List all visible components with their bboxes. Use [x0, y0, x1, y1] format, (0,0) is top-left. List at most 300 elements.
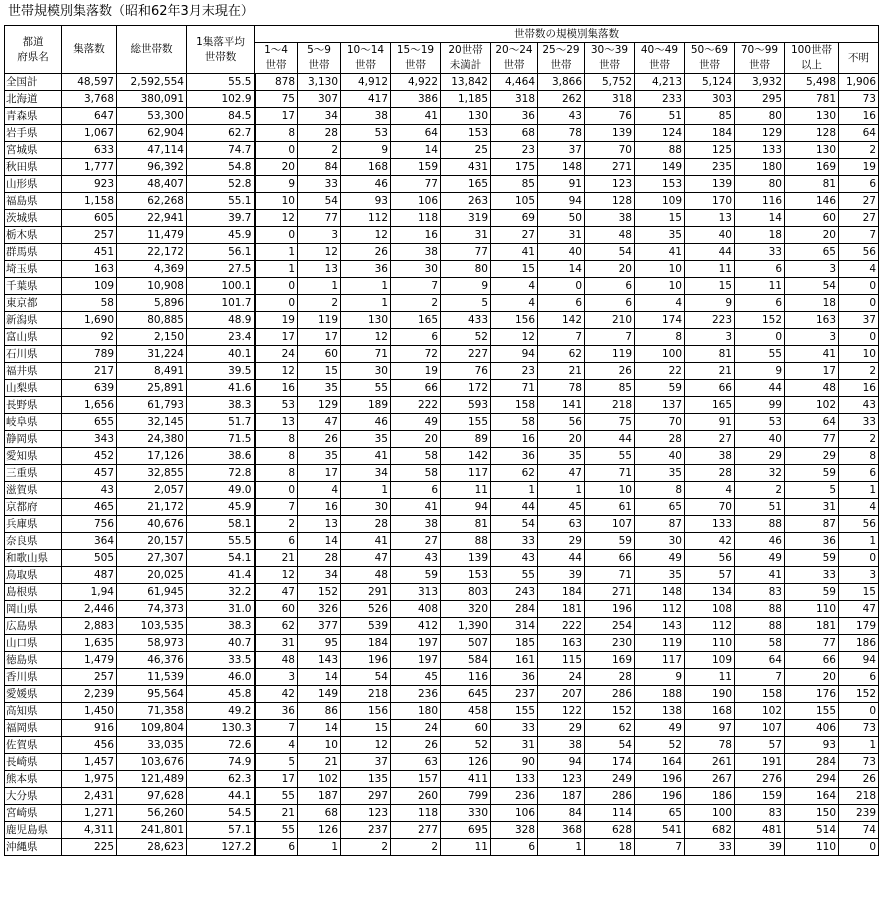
table-cell: 63 — [391, 754, 441, 771]
table-cell: 109 — [685, 652, 735, 669]
table-row — [5, 108, 879, 125]
table-cell: 303 — [685, 91, 735, 108]
table-cell: 58 — [391, 448, 441, 465]
table-cell: 16 — [839, 380, 879, 397]
table-cell: 6 — [839, 176, 879, 193]
table-cell: 65 — [635, 499, 685, 516]
table-cell: 7 — [538, 329, 585, 346]
table-cell: 91 — [685, 414, 735, 431]
table-cell: 62,904 — [117, 125, 187, 142]
table-cell: 20 — [255, 159, 298, 176]
prefecture-name: 香川県 — [5, 669, 62, 686]
table-cell: 8,491 — [117, 363, 187, 380]
table-cell: 3 — [685, 329, 735, 346]
table-cell: 126 — [441, 754, 491, 771]
table-cell: 3,768 — [62, 91, 117, 108]
table-cell: 89 — [441, 431, 491, 448]
table-cell: 94 — [441, 499, 491, 516]
prefecture-name: 茨城県 — [5, 210, 62, 227]
table-cell: 118 — [391, 805, 441, 822]
table-cell: 377 — [298, 618, 341, 635]
table-cell: 81 — [785, 176, 839, 193]
table-cell: 21 — [255, 550, 298, 567]
table-cell: 2 — [839, 142, 879, 159]
table-cell: 38 — [391, 516, 441, 533]
prefecture-name: 福井県 — [5, 363, 62, 380]
prefecture-name: 福島県 — [5, 193, 62, 210]
table-cell: 127.2 — [187, 839, 255, 856]
table-cell: 9 — [441, 278, 491, 295]
table-cell: 15 — [839, 584, 879, 601]
table-cell: 70 — [685, 499, 735, 516]
prefecture-name: 佐賀県 — [5, 737, 62, 754]
table-cell: 451 — [62, 244, 117, 261]
table-cell: 109,804 — [117, 720, 187, 737]
table-cell: 218 — [341, 686, 391, 703]
prefecture-name: 静岡県 — [5, 431, 62, 448]
table-row — [5, 380, 879, 397]
table-cell: 6 — [839, 669, 879, 686]
table-cell: 13 — [685, 210, 735, 227]
table-cell: 262 — [538, 91, 585, 108]
table-cell: 155 — [441, 414, 491, 431]
table-cell: 165 — [391, 312, 441, 329]
table-cell: 83 — [735, 805, 785, 822]
table-cell: 64 — [391, 125, 441, 142]
table-cell: 152 — [298, 584, 341, 601]
table-cell: 6 — [585, 278, 635, 295]
table-row — [5, 839, 879, 856]
prefecture-name: 富山県 — [5, 329, 62, 346]
table-cell: 2,150 — [117, 329, 187, 346]
table-cell: 1,067 — [62, 125, 117, 142]
table-cell: 40.7 — [187, 635, 255, 652]
table-cell: 13,842 — [441, 74, 491, 91]
col-header-size-4: 20世帯 未満計 — [441, 43, 491, 74]
table-cell: 207 — [538, 686, 585, 703]
table-cell: 1,975 — [62, 771, 117, 788]
table-cell: 11,479 — [117, 227, 187, 244]
table-cell: 57 — [685, 567, 735, 584]
table-cell: 17 — [785, 363, 839, 380]
table-cell: 261 — [685, 754, 735, 771]
table-cell: 51.7 — [187, 414, 255, 431]
table-cell: 19 — [391, 363, 441, 380]
table-cell: 17 — [255, 108, 298, 125]
table-cell: 78 — [685, 737, 735, 754]
table-cell: 40 — [735, 431, 785, 448]
prefecture-name: 山形県 — [5, 176, 62, 193]
table-cell: 54 — [585, 244, 635, 261]
table-cell: 43 — [538, 108, 585, 125]
table-cell: 64 — [785, 414, 839, 431]
table-cell: 71.5 — [187, 431, 255, 448]
table-cell: 16 — [491, 431, 538, 448]
table-cell: 55 — [341, 380, 391, 397]
table-row — [5, 159, 879, 176]
table-cell: 32,855 — [117, 465, 187, 482]
table-cell: 155 — [491, 703, 538, 720]
table-cell: 143 — [635, 618, 685, 635]
table-cell: 77 — [785, 635, 839, 652]
table-cell: 185 — [491, 635, 538, 652]
table-cell: 539 — [341, 618, 391, 635]
table-cell: 47,114 — [117, 142, 187, 159]
table-cell: 1 — [341, 278, 391, 295]
table-cell: 26 — [298, 431, 341, 448]
table-cell: 254 — [585, 618, 635, 635]
table-cell: 2 — [839, 431, 879, 448]
table-row — [5, 499, 879, 516]
table-cell: 13 — [298, 516, 341, 533]
table-cell: 210 — [585, 312, 635, 329]
table-cell: 33 — [491, 533, 538, 550]
table-cell: 3 — [255, 669, 298, 686]
table-cell: 1 — [839, 737, 879, 754]
table-cell: 172 — [441, 380, 491, 397]
table-cell: 32,145 — [117, 414, 187, 431]
table-row — [5, 482, 879, 499]
table-cell: 77 — [298, 210, 341, 227]
table-cell: 6 — [735, 295, 785, 312]
table-cell: 6 — [255, 839, 298, 856]
table-cell: 481 — [735, 822, 785, 839]
table-cell: 3,130 — [298, 74, 341, 91]
table-cell: 1,158 — [62, 193, 117, 210]
table-cell: 102 — [298, 771, 341, 788]
table-cell: 241,801 — [117, 822, 187, 839]
table-cell: 4 — [685, 482, 735, 499]
table-cell: 33 — [298, 176, 341, 193]
table-row — [5, 601, 879, 618]
table-cell: 33 — [839, 414, 879, 431]
table-cell: 1,777 — [62, 159, 117, 176]
table-cell: 76 — [441, 363, 491, 380]
table-cell: 55.1 — [187, 193, 255, 210]
table-row — [5, 822, 879, 839]
table-cell: 80 — [735, 108, 785, 125]
prefecture-name: 北海道 — [5, 91, 62, 108]
table-cell: 85 — [585, 380, 635, 397]
table-cell: 56.1 — [187, 244, 255, 261]
table-cell: 72.6 — [187, 737, 255, 754]
prefecture-name: 長崎県 — [5, 754, 62, 771]
table-cell: 412 — [391, 618, 441, 635]
table-cell: 260 — [391, 788, 441, 805]
table-cell: 157 — [391, 771, 441, 788]
table-cell: 72.8 — [187, 465, 255, 482]
table-cell: 39.7 — [187, 210, 255, 227]
table-cell: 6 — [391, 482, 441, 499]
table-row — [5, 278, 879, 295]
table-cell: 4 — [491, 295, 538, 312]
table-cell: 142 — [538, 312, 585, 329]
table-cell: 30 — [341, 499, 391, 516]
table-cell: 25,891 — [117, 380, 187, 397]
table-cell: 20,157 — [117, 533, 187, 550]
table-cell: 133 — [685, 516, 735, 533]
table-cell: 57 — [735, 737, 785, 754]
table-cell: 3,932 — [735, 74, 785, 91]
table-cell: 33 — [685, 839, 735, 856]
table-cell: 43 — [391, 550, 441, 567]
table-cell: 45.9 — [187, 499, 255, 516]
table-cell: 458 — [441, 703, 491, 720]
table-row — [5, 635, 879, 652]
table-cell: 47 — [839, 601, 879, 618]
table-cell: 22,941 — [117, 210, 187, 227]
table-cell: 49.0 — [187, 482, 255, 499]
table-cell: 163 — [62, 261, 117, 278]
table-cell: 41 — [341, 533, 391, 550]
table-cell: 197 — [391, 652, 441, 669]
table-cell: 17 — [298, 465, 341, 482]
table-cell: 168 — [341, 159, 391, 176]
table-cell: 21 — [255, 805, 298, 822]
table-cell: 38 — [685, 448, 735, 465]
table-cell: 25 — [441, 142, 491, 159]
table-cell: 12 — [255, 567, 298, 584]
table-cell: 30 — [635, 533, 685, 550]
table-cell: 0 — [255, 227, 298, 244]
table-cell: 77 — [441, 244, 491, 261]
table-cell: 108 — [685, 601, 735, 618]
table-cell: 284 — [785, 754, 839, 771]
table-cell: 170 — [685, 193, 735, 210]
table-cell: 153 — [635, 176, 685, 193]
table-row — [5, 397, 879, 414]
table-cell: 17 — [298, 329, 341, 346]
table-cell: 803 — [441, 584, 491, 601]
table-cell: 55.5 — [187, 533, 255, 550]
table-cell: 27 — [839, 193, 879, 210]
table-cell: 80,885 — [117, 312, 187, 329]
col-header-total-households: 総世帯数 — [117, 26, 187, 74]
table-cell: 165 — [441, 176, 491, 193]
table-cell: 14 — [538, 261, 585, 278]
table-cell: 0 — [839, 329, 879, 346]
table-cell: 655 — [62, 414, 117, 431]
table-cell: 456 — [62, 737, 117, 754]
table-cell: 227 — [441, 346, 491, 363]
table-cell: 159 — [735, 788, 785, 805]
table-cell: 249 — [585, 771, 635, 788]
table-cell: 56 — [839, 516, 879, 533]
prefecture-name: 長野県 — [5, 397, 62, 414]
table-cell: 41 — [735, 567, 785, 584]
table-cell: 34 — [298, 567, 341, 584]
table-cell: 46 — [735, 533, 785, 550]
table-cell: 457 — [62, 465, 117, 482]
table-cell: 38 — [341, 108, 391, 125]
table-cell: 431 — [441, 159, 491, 176]
table-cell: 53 — [255, 397, 298, 414]
table-cell: 38 — [538, 737, 585, 754]
table-cell: 45 — [391, 669, 441, 686]
table-cell: 102 — [735, 703, 785, 720]
table-cell: 62.3 — [187, 771, 255, 788]
table-cell: 31 — [785, 499, 839, 516]
table-cell: 71 — [491, 380, 538, 397]
table-cell: 291 — [341, 584, 391, 601]
table-cell: 133 — [735, 142, 785, 159]
table-cell: 4,464 — [491, 74, 538, 91]
table-cell: 68 — [491, 125, 538, 142]
table-cell: 56 — [538, 414, 585, 431]
col-header-size-12: 不明 — [839, 43, 879, 74]
table-cell: 17 — [255, 771, 298, 788]
table-cell: 109 — [62, 278, 117, 295]
table-cell: 319 — [441, 210, 491, 227]
table-cell: 1,94 — [62, 584, 117, 601]
table-cell: 168 — [685, 703, 735, 720]
table-cell: 799 — [441, 788, 491, 805]
table-cell: 5,498 — [785, 74, 839, 91]
table-cell: 54.5 — [187, 805, 255, 822]
prefecture-name: 奈良県 — [5, 533, 62, 550]
table-cell: 8 — [255, 448, 298, 465]
table-cell: 48 — [585, 227, 635, 244]
table-cell: 62 — [491, 465, 538, 482]
table-cell: 41 — [491, 244, 538, 261]
table-row — [5, 465, 879, 482]
table-cell: 28 — [635, 431, 685, 448]
table-cell: 149 — [298, 686, 341, 703]
table-cell: 286 — [585, 788, 635, 805]
table-cell: 130.3 — [187, 720, 255, 737]
table-cell: 1,906 — [839, 74, 879, 91]
table-cell: 70 — [635, 414, 685, 431]
table-cell: 114 — [585, 805, 635, 822]
table-cell: 526 — [341, 601, 391, 618]
table-cell: 84.5 — [187, 108, 255, 125]
table-cell: 44 — [685, 244, 735, 261]
table-cell: 380,091 — [117, 91, 187, 108]
table-cell: 74.7 — [187, 142, 255, 159]
table-cell: 130 — [785, 108, 839, 125]
table-cell: 52 — [441, 329, 491, 346]
table-cell: 60 — [298, 346, 341, 363]
table-cell: 21 — [298, 754, 341, 771]
table-cell: 243 — [491, 584, 538, 601]
table-cell: 179 — [839, 618, 879, 635]
prefecture-name: 山梨県 — [5, 380, 62, 397]
table-cell: 4 — [839, 499, 879, 516]
table-cell: 1,656 — [62, 397, 117, 414]
table-cell: 0 — [839, 703, 879, 720]
table-cell: 148 — [635, 584, 685, 601]
table-cell: 233 — [635, 91, 685, 108]
table-row — [5, 261, 879, 278]
table-cell: 11 — [441, 839, 491, 856]
table-cell: 84 — [298, 159, 341, 176]
table-cell: 23.4 — [187, 329, 255, 346]
table-cell: 78 — [538, 380, 585, 397]
table-cell: 117 — [441, 465, 491, 482]
table-cell: 225 — [62, 839, 117, 856]
table-cell: 7 — [635, 839, 685, 856]
table-cell: 73 — [839, 720, 879, 737]
prefecture-name: 栃木県 — [5, 227, 62, 244]
table-cell: 126 — [298, 822, 341, 839]
table-cell: 218 — [585, 397, 635, 414]
table-cell: 74.9 — [187, 754, 255, 771]
table-cell: 13 — [255, 414, 298, 431]
table-cell: 0 — [839, 295, 879, 312]
prefecture-name: 石川県 — [5, 346, 62, 363]
table-cell: 6 — [839, 465, 879, 482]
table-cell: 277 — [391, 822, 441, 839]
table-cell: 2 — [255, 516, 298, 533]
table-cell: 23 — [491, 142, 538, 159]
table-cell: 117 — [635, 652, 685, 669]
table-cell: 150 — [785, 805, 839, 822]
table-cell: 26 — [585, 363, 635, 380]
table-cell: 44 — [491, 499, 538, 516]
table-cell: 17 — [255, 329, 298, 346]
table-cell: 135 — [341, 771, 391, 788]
table-cell: 5 — [441, 295, 491, 312]
table-cell: 19 — [839, 159, 879, 176]
table-cell: 27,307 — [117, 550, 187, 567]
table-cell: 68 — [298, 805, 341, 822]
table-cell: 197 — [391, 635, 441, 652]
prefecture-name: 熊本県 — [5, 771, 62, 788]
table-cell: 53 — [735, 414, 785, 431]
col-header-size-11: 100世帯 以上 — [785, 43, 839, 74]
table-cell: 20 — [538, 431, 585, 448]
prefecture-name: 高知県 — [5, 703, 62, 720]
table-cell: 93 — [341, 193, 391, 210]
table-cell: 7 — [255, 720, 298, 737]
prefecture-name: 鹿児島県 — [5, 822, 62, 839]
table-cell: 1,390 — [441, 618, 491, 635]
table-cell: 143 — [298, 652, 341, 669]
table-cell: 61,793 — [117, 397, 187, 414]
table-cell: 45.9 — [187, 227, 255, 244]
table-cell: 55 — [491, 567, 538, 584]
table-cell: 71 — [585, 567, 635, 584]
table-cell: 10,908 — [117, 278, 187, 295]
table-cell: 164 — [635, 754, 685, 771]
table-cell: 239 — [839, 805, 879, 822]
table-cell: 916 — [62, 720, 117, 737]
table-cell: 1 — [255, 261, 298, 278]
table-cell: 31,224 — [117, 346, 187, 363]
table-row — [5, 329, 879, 346]
table-cell: 28 — [341, 516, 391, 533]
table-cell: 20 — [585, 261, 635, 278]
table-cell: 16 — [298, 499, 341, 516]
table-cell: 1 — [341, 295, 391, 312]
table-cell: 16 — [391, 227, 441, 244]
table-cell: 16 — [839, 108, 879, 125]
table-cell: 0 — [255, 482, 298, 499]
table-row — [5, 363, 879, 380]
prefecture-name: 滋賀県 — [5, 482, 62, 499]
table-cell: 7 — [735, 669, 785, 686]
table-cell: 789 — [62, 346, 117, 363]
table-cell: 196 — [341, 652, 391, 669]
table-cell: 94 — [538, 754, 585, 771]
table-cell: 71 — [585, 465, 635, 482]
table-cell: 6 — [391, 329, 441, 346]
table-cell: 29 — [538, 720, 585, 737]
table-row — [5, 448, 879, 465]
table-cell: 27 — [839, 210, 879, 227]
table-cell: 14 — [391, 142, 441, 159]
table-cell: 15 — [298, 363, 341, 380]
